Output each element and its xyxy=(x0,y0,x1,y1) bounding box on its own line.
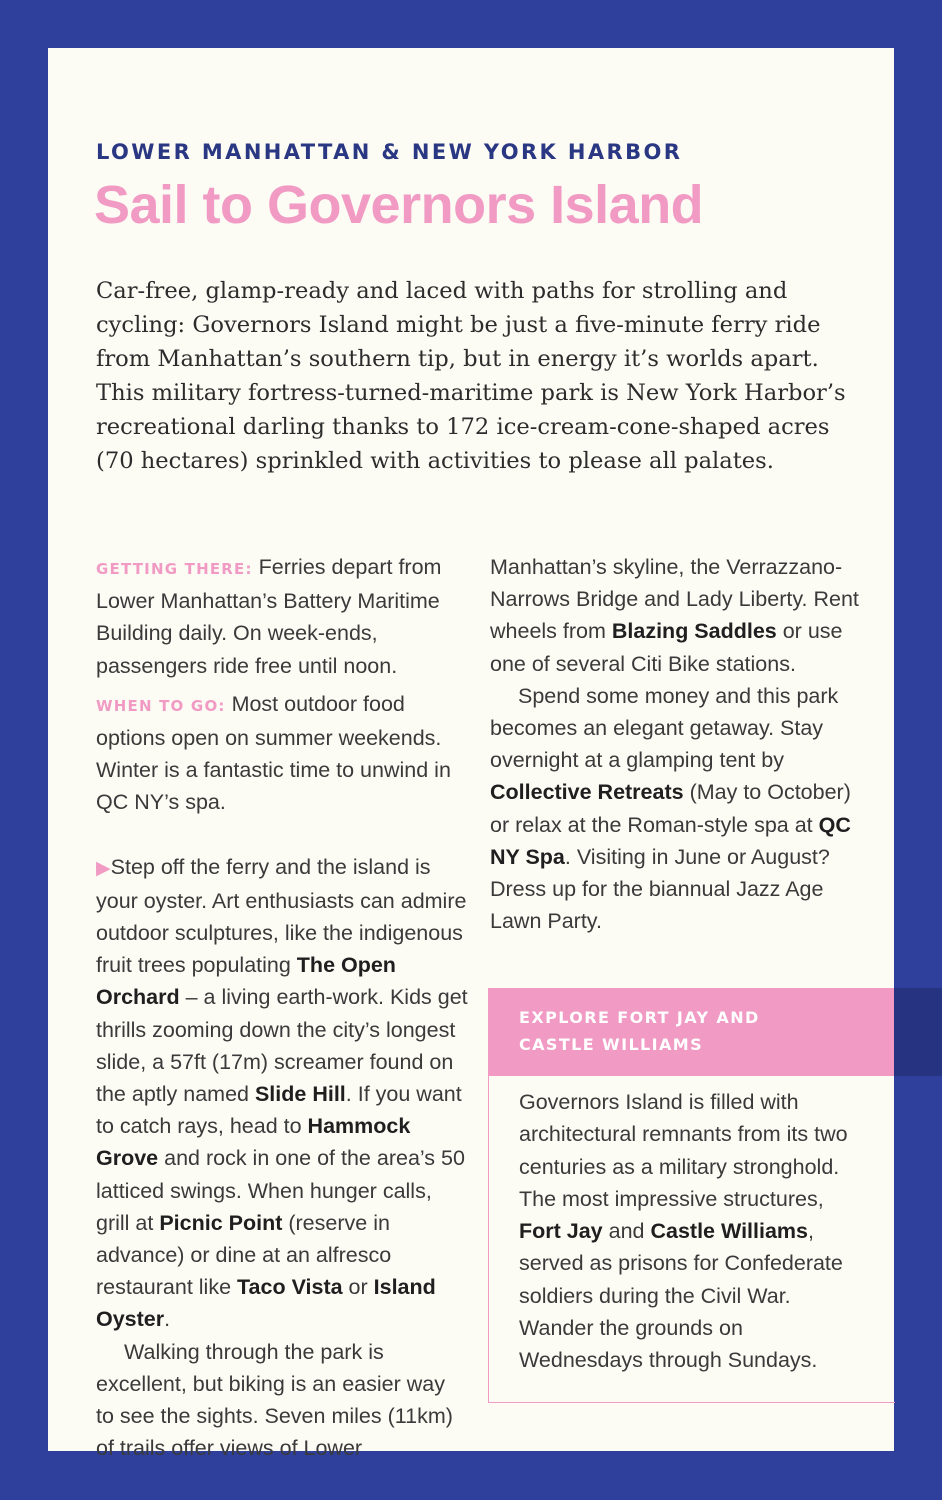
place-name: QC NY Spa xyxy=(490,812,851,869)
body-paragraph-1 xyxy=(96,851,468,1336)
place-name: Taco Vista xyxy=(237,1275,343,1300)
getting-there-paragraph xyxy=(96,551,468,682)
place-name: Castle Williams xyxy=(650,1219,809,1244)
when-to-go-paragraph xyxy=(96,688,468,819)
place-name: Blazing Saddles xyxy=(611,619,777,644)
body-text: Governors Island is filled with architectural remnants from its two centuries as a military stronghold. The most impressive structures, xyxy=(519,1090,848,1211)
body-text: (May to October) or relax at the Roman-style spa at xyxy=(490,780,851,837)
body-text: and xyxy=(602,1219,651,1244)
when-to-go-text: Most outdoor food options open on summer weekends. Winter is a fantastic time to unwind in QC NY’s spa. xyxy=(96,691,451,815)
body-text: and rock in one of the area’s 50 latticed swings. When hunger calls, grill at xyxy=(96,1146,465,1235)
edge-tab xyxy=(894,988,942,1076)
triangle-arrow-icon: ▶ xyxy=(96,857,111,879)
getting-there-text: Ferries depart from Lower Manhattan’s Battery Maritime Building daily. On week-ends, passengers ride free until noon. xyxy=(96,555,442,678)
body-text: or xyxy=(342,1275,374,1300)
right-column xyxy=(490,551,862,937)
body-text: . Visiting in June or August? Dress up for the biannual Jazz Age Lawn Party. xyxy=(490,844,830,934)
sidebar-text xyxy=(519,1086,849,1377)
sidebar-heading-line: CASTLE WILLIAMS xyxy=(519,1035,704,1054)
body-text: – a living earth-work. Kids get thrills zooming down the city’s longest slide, a 57ft (17m) screamer found on the aptly named xyxy=(96,985,468,1107)
getting-there-label: GETTING THERE: xyxy=(96,560,253,578)
place-name: The Open Orchard xyxy=(96,953,396,1010)
place-name: Hammock Grove xyxy=(96,1114,411,1171)
sidebar-heading xyxy=(519,1004,859,1058)
when-to-go-label: WHEN TO GO: xyxy=(96,696,226,715)
body-text: . xyxy=(164,1307,171,1332)
place-name: Slide Hill xyxy=(254,1082,346,1107)
body-text: Spend some money and this park becomes an elegant getaway. Stay overnight at a glamping tent by xyxy=(490,683,839,773)
body-paragraph-2-continued: Manhattan’s skyline, the Verrazzano-Narrows Bridge and Lady Liberty. Rent wheels from Blazing Saddles or use one of several Citi Bike stations. xyxy=(490,555,859,676)
body-paragraph-3 xyxy=(490,680,862,938)
body-paragraph-2-start: Walking through the park is excellent, but biking is an easier way to see the sights. Seven miles (11km) of trails offer views of Lower xyxy=(96,1339,453,1461)
page xyxy=(48,48,894,1461)
section-heading: LOWER MANHATTAN & NEW YORK HARBOR xyxy=(96,140,683,164)
intro-paragraph: Car-free, glamp-ready and laced with paths for strolling and cycling: Governors Island might be just a five-minute ferry ride from Manhattan’s southern tip, but in energy it’s worlds apart. This military fortress-turned-maritime park is New York Harbor’s recreational darling thanks to 172 ice-cream-cone-shaped acres (70 hectares) sprinkled with activities to please all palates. xyxy=(96,278,846,474)
sidebar-box xyxy=(488,988,895,1403)
body-text: . If you want to catch rays, head to xyxy=(96,1082,462,1139)
place-name: Fort Jay xyxy=(519,1219,603,1244)
place-name: Collective Retreats xyxy=(490,780,684,805)
body-text: (reserve in advance) or dine at an alfresco restaurant like xyxy=(96,1210,392,1300)
page-title: Sail to Governors Island xyxy=(94,175,704,235)
sidebar-heading-line: EXPLORE FORT JAY AND xyxy=(519,1008,760,1027)
left-column xyxy=(96,551,468,1464)
place-name: Island Oyster xyxy=(96,1275,436,1332)
place-name: Picnic Point xyxy=(159,1210,283,1235)
sidebar-header xyxy=(489,988,895,1076)
body-text: Step off the ferry and the island is your oyster. Art enthusiasts can admire outdoor sculptures, like the indigenous fruit trees populating xyxy=(96,854,467,978)
body-text: , served as prisons for Confederate soldiers during the Civil War. Wander the grounds on Wednesdays through Sundays. xyxy=(519,1219,843,1373)
